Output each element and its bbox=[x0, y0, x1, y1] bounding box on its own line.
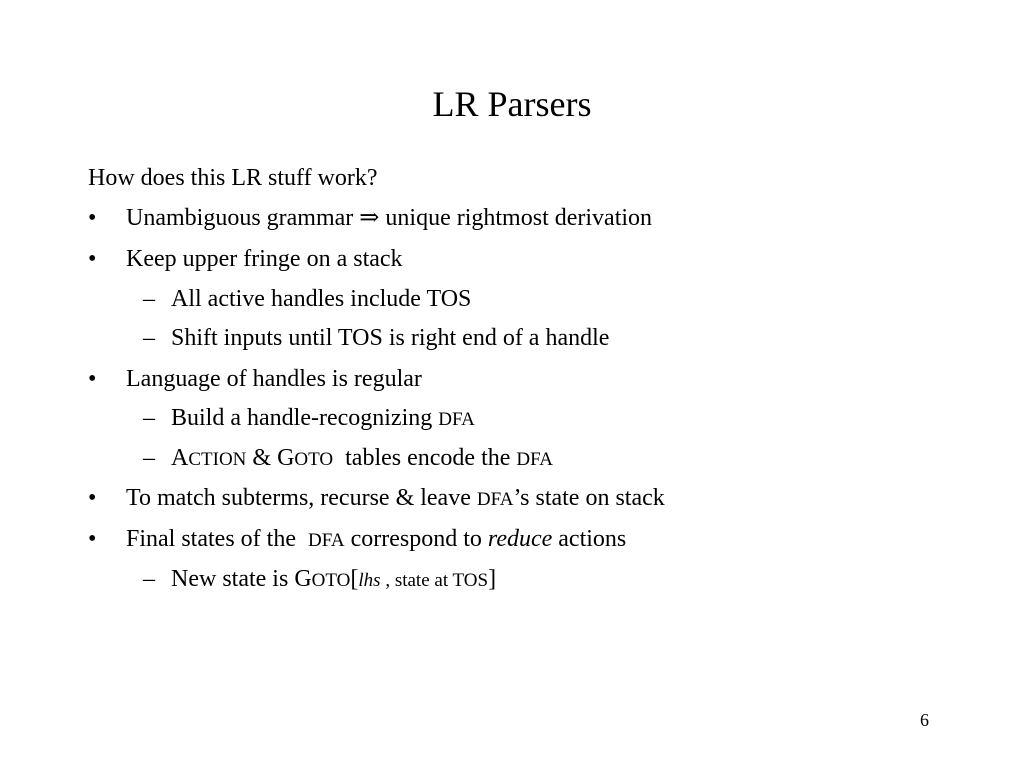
ampersand: & bbox=[246, 445, 278, 471]
goto-rest: OTO bbox=[311, 570, 351, 591]
action-initial: A bbox=[171, 445, 189, 471]
bullet-3-sub-1 bbox=[143, 403, 843, 433]
bullet-5-part1: Final states of the bbox=[126, 526, 308, 552]
bullet-5-part2: correspond to bbox=[344, 526, 488, 552]
bullet-5-sub-1-mid: , state at TOS bbox=[380, 570, 489, 591]
open-bracket: [ bbox=[350, 566, 359, 592]
bullet-1 bbox=[88, 203, 888, 233]
dfa-label: DFA bbox=[307, 530, 345, 551]
bullet-5-part3: actions bbox=[552, 526, 627, 552]
bullet-3-sub-1-part1: Build a handle-recognizing bbox=[171, 405, 439, 431]
dfa-label: DFA bbox=[516, 449, 554, 470]
page-number: 6 bbox=[920, 710, 929, 730]
intro-text: How does this LR stuff work? bbox=[88, 165, 378, 191]
bullet-2-sub-2 bbox=[143, 323, 843, 353]
lhs-word: lhs bbox=[358, 570, 381, 591]
dash-marker: – bbox=[143, 445, 155, 471]
bullet-1-text bbox=[126, 203, 652, 233]
close-bracket: ] bbox=[488, 566, 497, 592]
dfa-label: DFA bbox=[438, 409, 475, 430]
implies-arrow-icon: ⇒ bbox=[359, 205, 380, 231]
bullet-2-sub-2-text: Shift inputs until TOS is right end of a handle bbox=[171, 325, 610, 351]
bullet-2-sub-1-text: All active handles include TOS bbox=[171, 286, 472, 312]
bullet-3-sub-2-mid: tables encode the bbox=[333, 445, 517, 471]
goto-initial: G bbox=[277, 445, 295, 471]
bullet-2-sub-1 bbox=[143, 284, 843, 314]
dfa-label: DFA bbox=[476, 489, 514, 510]
bullet-marker: • bbox=[88, 246, 97, 272]
bullet-1-part2: unique rightmost derivation bbox=[379, 205, 653, 231]
bullet-1-part1: Unambiguous grammar bbox=[126, 205, 360, 231]
bullet-3-sub-2-text bbox=[171, 443, 553, 475]
bullet-marker: • bbox=[88, 526, 97, 552]
bullet-2 bbox=[88, 244, 888, 274]
bullet-5 bbox=[88, 524, 888, 554]
bullet-3-sub-1-text bbox=[171, 403, 475, 435]
dash-marker: – bbox=[143, 405, 155, 431]
dash-marker: – bbox=[143, 566, 155, 592]
bullet-5-sub-1-text bbox=[171, 564, 496, 596]
bullet-3 bbox=[88, 364, 888, 394]
goto-initial: G bbox=[294, 566, 312, 592]
dash-marker: – bbox=[143, 325, 155, 351]
dash-marker: – bbox=[143, 286, 155, 312]
bullet-marker: • bbox=[88, 366, 97, 392]
bullet-4-part2: ’s state on stack bbox=[513, 485, 665, 511]
bullet-4-text bbox=[126, 483, 665, 515]
bullet-marker: • bbox=[88, 485, 97, 511]
bullet-4 bbox=[88, 483, 888, 513]
intro-line bbox=[88, 163, 378, 193]
bullet-5-sub-1-part1: New state is bbox=[171, 566, 295, 592]
bullet-2-text: Keep upper fringe on a stack bbox=[126, 246, 403, 272]
reduce-word: reduce bbox=[487, 526, 553, 552]
bullet-4-part1: To match subterms, recurse & leave bbox=[126, 485, 477, 511]
slide-title: LR Parsers bbox=[432, 84, 592, 124]
bullet-5-text bbox=[126, 524, 626, 556]
action-rest: CTION bbox=[188, 449, 247, 470]
bullet-3-sub-2 bbox=[143, 443, 843, 473]
bullet-3-text: Language of handles is regular bbox=[126, 366, 422, 392]
bullet-5-sub-1 bbox=[143, 564, 843, 594]
bullet-marker: • bbox=[88, 205, 97, 231]
goto-rest: OTO bbox=[294, 449, 334, 470]
